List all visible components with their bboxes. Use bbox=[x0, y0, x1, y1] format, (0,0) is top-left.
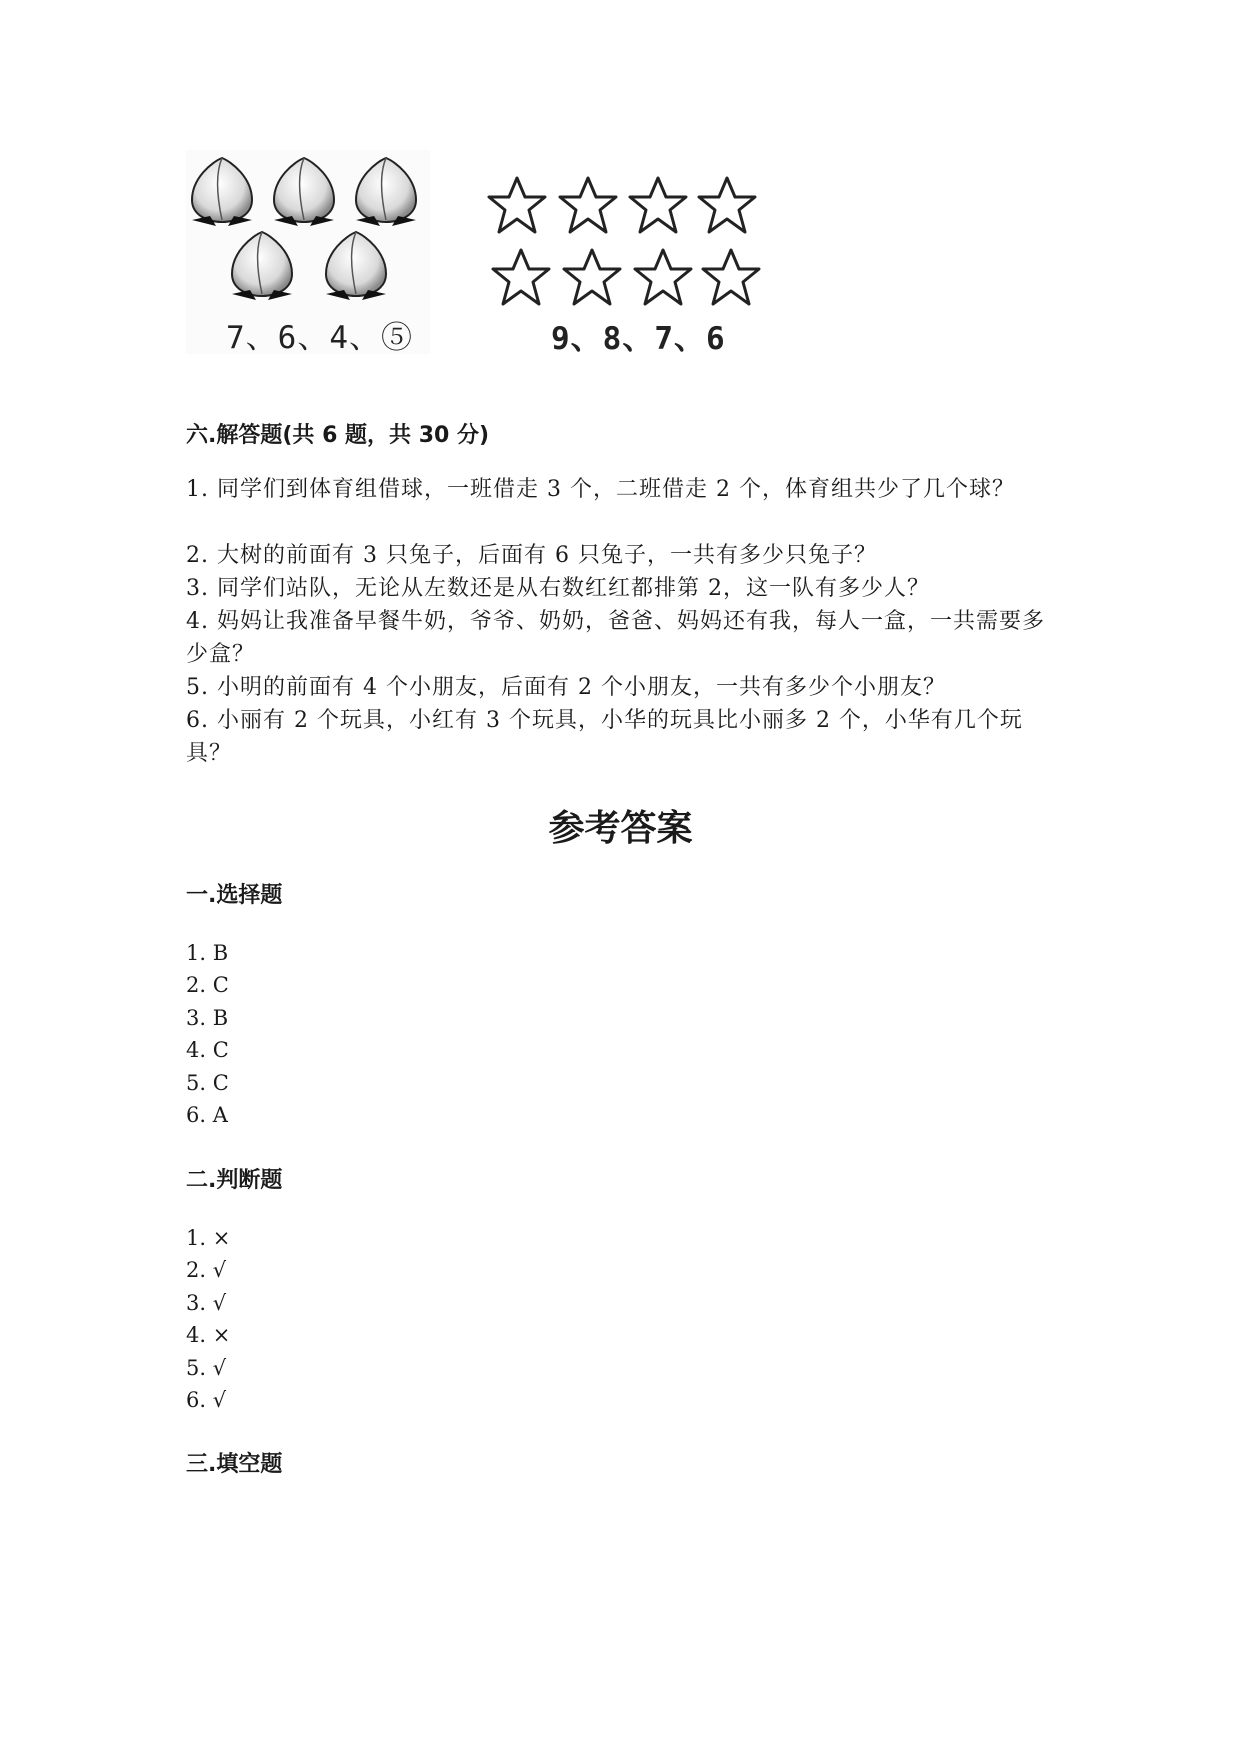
question-5: 5. 小明的前面有 4 个小朋友，后面有 2 个小朋友，一共有多少个小朋友？ bbox=[186, 675, 946, 700]
choice-answer-5: 5. C bbox=[186, 1071, 229, 1095]
star-5 bbox=[493, 250, 549, 304]
choice-answer-1: 1. B bbox=[186, 941, 229, 965]
choice-heading: 一.选择题 bbox=[186, 883, 283, 908]
peach-5 bbox=[326, 232, 386, 300]
choice-answer-2: 2. C bbox=[186, 973, 229, 997]
section6-heading: 六.解答题(共 6 题，共 30 分) bbox=[186, 423, 490, 448]
judge-answer-1: 1. × bbox=[186, 1226, 231, 1250]
star-caption: 9、8、7、6 bbox=[551, 321, 726, 357]
star-figure bbox=[485, 170, 765, 355]
judge-answer-6: 6. √ bbox=[186, 1388, 227, 1412]
star-3 bbox=[630, 178, 686, 232]
choice-answer-6: 6. A bbox=[186, 1103, 228, 1127]
peach-3 bbox=[356, 158, 416, 226]
peach-4 bbox=[232, 232, 292, 300]
star-drawing bbox=[485, 170, 765, 310]
peach-1 bbox=[192, 158, 252, 226]
choice-answer-4: 4. C bbox=[186, 1038, 229, 1062]
star-1 bbox=[489, 178, 545, 232]
judge-answer-3: 3. √ bbox=[186, 1291, 227, 1315]
judge-answer-2: 2. √ bbox=[186, 1258, 227, 1282]
peach-figure bbox=[186, 150, 430, 354]
star-4 bbox=[699, 178, 755, 232]
question-2: 2. 大树的前面有 3 只兔子，后面有 6 只兔子，一共有多少只兔子？ bbox=[186, 543, 877, 568]
answer-title: 参考答案 bbox=[548, 808, 693, 849]
question-1: 1. 同学们到体育组借球，一班借走 3 个，二班借走 2 个，体育组共少了几个球？ bbox=[186, 477, 1015, 502]
star-6 bbox=[564, 250, 620, 304]
star-2 bbox=[560, 178, 616, 232]
question-4: 4. 妈妈让我准备早餐牛奶，爷爷、奶奶，爸爸、妈妈还有我，每人一盒，一共需要多少盒？ bbox=[186, 609, 1045, 667]
star-7 bbox=[635, 250, 691, 304]
judge-answer-5: 5. √ bbox=[186, 1356, 227, 1380]
star-8 bbox=[703, 250, 759, 304]
question-6: 6. 小丽有 2 个玩具，小红有 3 个玩具，小华的玩具比小丽多 2 个，小华有几个玩具？ bbox=[186, 708, 1023, 766]
peach-caption: 7、6、4、⑤ bbox=[226, 320, 413, 356]
question-3: 3. 同学们站队，无论从左数还是从右数红红都排第 2，这一队有多少人？ bbox=[186, 576, 930, 601]
judge-answer-4: 4. × bbox=[186, 1323, 231, 1347]
fill-heading: 三.填空题 bbox=[186, 1452, 283, 1477]
choice-answer-3: 3. B bbox=[186, 1006, 229, 1030]
peach-2 bbox=[274, 158, 334, 226]
judge-heading: 二.判断题 bbox=[186, 1168, 283, 1193]
